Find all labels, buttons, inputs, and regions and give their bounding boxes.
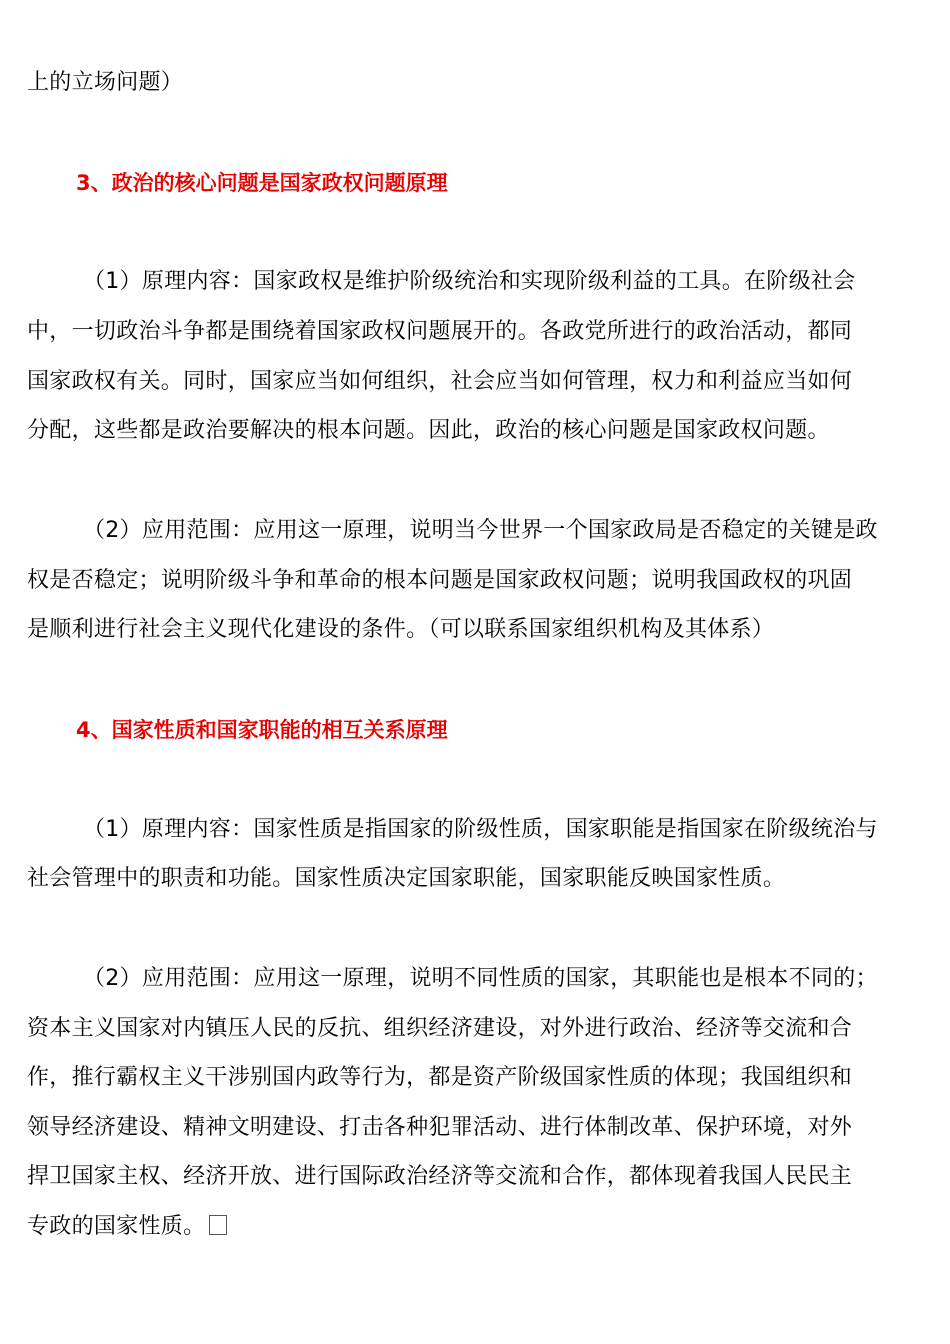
section-4-para-2-last-line <box>27 1210 927 1244</box>
section-4-para-2-line: 捍卫国家主权、经济开放、进行国际政治经济等交流和合作，都体现着我国人民民主 <box>27 1164 853 1189</box>
section-4-para-2-line: 资本主义国家对内镇压人民的反抗、组织经济建设，对外进行政治、经济等交流和合 <box>27 1016 853 1041</box>
placeholder-box-icon <box>209 1215 227 1235</box>
section-3-para-1-line: 分配，这些都是政治要解决的根本问题。因此，政治的核心问题是国家政权问题。 <box>27 418 830 443</box>
section-3-para-1-line: 中，一切政治斗争都是围绕着国家政权问题展开的。各政党所进行的政治活动，都同 <box>27 319 853 344</box>
section-4-para-1-line: （1）原理内容：国家性质是指国家的阶级性质，国家职能是指国家在阶级统治与 <box>83 817 878 842</box>
section-4-para-2-line: 作，推行霸权主义干涉别国内政等行为，都是资产阶级国家性质的体现；我国组织和 <box>27 1065 853 1090</box>
section-4-para-1-line: 社会管理中的职责和功能。国家性质决定国家职能，国家职能反映国家性质。 <box>27 866 786 891</box>
section-4-para-2-line: 领导经济建设、精神文明建设、打击各种犯罪活动、进行体制改革、保护环境，对外 <box>27 1115 853 1140</box>
section-3-para-2-line: （2）应用范围：应用这一原理，说明当今世界一个国家政局是否稳定的关键是政 <box>83 518 878 543</box>
section-3-para-1-line: 国家政权有关。同时，国家应当如何组织，社会应当如何管理，权力和利益应当如何 <box>27 369 853 394</box>
section-4-para-2-line-text: 专政的国家性质。 <box>27 1214 206 1239</box>
section-3-heading: 3、政治的核心问题是国家政权问题原理 <box>76 171 448 195</box>
section-3-para-2-line: 权是否稳定；说明阶级斗争和革命的根本问题是国家政权问题；说明我国政权的巩固 <box>27 568 853 593</box>
section-4-para-2-line: （2）应用范围：应用这一原理，说明不同性质的国家，其职能也是根本不同的； <box>83 966 878 991</box>
intro-tail-text: 上的立场问题） <box>27 70 184 95</box>
section-3-para-1-line: （1）原理内容：国家政权是维护阶级统治和实现阶级利益的工具。在阶级社会 <box>83 269 856 294</box>
section-4-heading: 4、国家性质和国家职能的相互关系原理 <box>76 718 448 742</box>
section-3-para-2-line: 是顺利进行社会主义现代化建设的条件。（可以联系国家组织机构及其体系） <box>27 617 775 642</box>
